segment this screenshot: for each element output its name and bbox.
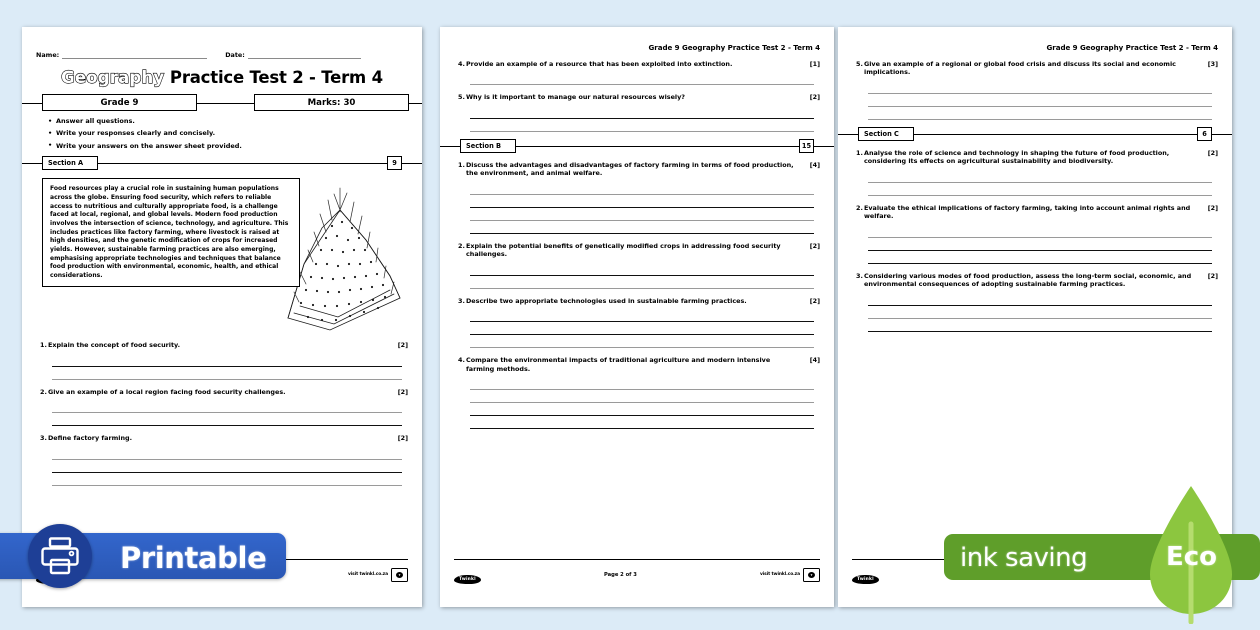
- running-head: Grade 9 Geography Practice Test 2 - Term 4: [1046, 43, 1218, 52]
- answer-lines[interactable]: [852, 81, 1218, 120]
- name-label: Name:: [36, 51, 60, 59]
- running-head: Grade 9 Geography Practice Test 2 - Term 4: [648, 43, 820, 52]
- question-text: Describe two appropriate technologies used in sustainable farming practices.: [466, 296, 747, 305]
- question-marks: [2]: [809, 296, 820, 305]
- answer-line[interactable]: [470, 208, 814, 221]
- question-number: 1.: [40, 341, 47, 350]
- answer-lines[interactable]: [852, 170, 1218, 196]
- answer-line[interactable]: [470, 221, 814, 234]
- answer-line[interactable]: [470, 195, 814, 208]
- section-b-header: [454, 139, 820, 153]
- question-marks: [2]: [1207, 271, 1218, 280]
- section-c-marks: 6: [1197, 127, 1212, 141]
- printable-label: Printable: [120, 541, 267, 575]
- question-item: [454, 297, 820, 348]
- question-number: 2.: [40, 387, 47, 396]
- reading-passage: Food resources play a crucial role in sustaining human populations across the globe. Ensuring food security, which refers to reliable access to nutritious and culturally appropriate food, is a challenge faced at local, regional, and global levels. Modern food production involves the intersection of science, technology, and agriculture. This includes practices like factory farming, where livestock is raised at high densities, and the genetic modification of crops for increased yields. However, sustainable farming practices are also emerging, emphasising appropriate technologies and techniques that balance food production with environmental, economic, health, and ethical considerations.: [42, 178, 300, 287]
- question-text: Discuss the advantages and disadvantages of factory farming in terms of food production, the environment, and animal welfare.: [466, 160, 794, 178]
- answer-line[interactable]: [52, 354, 402, 367]
- answer-lines[interactable]: [454, 72, 820, 85]
- answer-line[interactable]: [470, 390, 814, 403]
- answer-lines[interactable]: [454, 182, 820, 234]
- instruction-item: • Write your responses clearly and concisely.: [56, 130, 408, 137]
- name-field[interactable]: [36, 51, 207, 59]
- answer-line[interactable]: [470, 416, 814, 429]
- question-number: 1.: [856, 148, 863, 157]
- name-date-row: [36, 27, 408, 59]
- section-c-label: Section C: [858, 127, 914, 141]
- worksheet-page-2: [440, 27, 834, 607]
- question-marks: [2]: [397, 434, 408, 443]
- question-marks: [2]: [1207, 148, 1218, 157]
- question-text: Explain the concept of food security.: [48, 341, 181, 350]
- question-text: Why is it important to manage our natural resources wisely?: [466, 93, 685, 102]
- question-text: Evaluate the ethical implications of factory farming, taking into account animal rights and welfare.: [864, 203, 1191, 221]
- section-a-label: Section A: [42, 156, 98, 170]
- twinkl-logo: Twinkl: [852, 565, 879, 585]
- question-item: [36, 434, 408, 485]
- title-rest: Practice Test 2 - Term 4: [169, 68, 383, 87]
- question-item: [36, 341, 408, 379]
- answer-lines[interactable]: [36, 447, 408, 486]
- answer-line[interactable]: [52, 460, 402, 473]
- answer-line[interactable]: [868, 170, 1212, 183]
- question-text: Compare the environmental impacts of traditional agriculture and modern intensive farming methods.: [466, 356, 771, 373]
- section-c-header: [852, 127, 1218, 141]
- question-marks: [2]: [809, 93, 820, 102]
- date-field[interactable]: [225, 51, 361, 59]
- question-item: [852, 204, 1218, 264]
- question-marks: [4]: [809, 160, 820, 169]
- question-marks: [1]: [809, 60, 820, 68]
- answer-line[interactable]: [868, 107, 1212, 120]
- question-marks: [3]: [1207, 60, 1218, 68]
- section-b-label: Section B: [460, 139, 516, 153]
- answer-line[interactable]: [868, 319, 1212, 332]
- date-rule: [248, 52, 361, 59]
- answer-line[interactable]: [868, 306, 1212, 319]
- question-number: 5.: [856, 60, 863, 68]
- answer-line[interactable]: [868, 225, 1212, 238]
- date-label: Date:: [225, 51, 245, 59]
- answer-line[interactable]: [52, 473, 402, 486]
- marks-chip: Marks: 30: [254, 94, 409, 111]
- question-item: [852, 272, 1218, 332]
- footer-visit: [348, 568, 408, 582]
- answer-line[interactable]: [868, 183, 1212, 196]
- page-number: Page 2 of 3: [603, 571, 637, 578]
- instructions-list: [36, 118, 408, 149]
- answer-line[interactable]: [52, 413, 402, 426]
- question-number: 1.: [458, 160, 465, 169]
- answer-line[interactable]: [52, 447, 402, 460]
- question-number: 3.: [458, 296, 465, 305]
- worksheet-page-1: [22, 27, 422, 607]
- footer-visit: [760, 568, 820, 582]
- question-text: Provide an example of a resource that has been exploited into extinction.: [466, 60, 733, 68]
- question-number: 2.: [458, 241, 465, 250]
- question-marks: [2]: [397, 341, 408, 350]
- passage-area: [36, 178, 408, 333]
- question-marks: [2]: [397, 387, 408, 396]
- visit-text: visit twinkl.co.za: [760, 572, 800, 577]
- answer-lines[interactable]: [852, 293, 1218, 332]
- answer-line[interactable]: [470, 322, 814, 335]
- answer-lines[interactable]: [454, 263, 820, 289]
- answer-lines[interactable]: [454, 106, 820, 132]
- answer-line[interactable]: [470, 377, 814, 390]
- section-a-marks: 9: [387, 156, 402, 170]
- question-number: 4.: [458, 356, 465, 365]
- answer-line[interactable]: [470, 263, 814, 276]
- question-text: Explain the potential benefits of genetically modified crops in addressing food security challenges.: [466, 241, 781, 259]
- question-text: Give an example of a regional or global food crisis and discuss its social and economic implications.: [864, 60, 1176, 77]
- answer-line[interactable]: [470, 276, 814, 289]
- question-item: [454, 93, 820, 131]
- answer-line[interactable]: [52, 367, 402, 380]
- eco-ink-saving-label: ink saving: [960, 543, 1088, 573]
- question-number: 4.: [458, 60, 465, 68]
- answer-line[interactable]: [470, 403, 814, 416]
- question-text: Analyse the role of science and technology in shaping the future of food production, considering its effects on agricultural sustainability and biodiversity.: [864, 148, 1170, 166]
- page-footer: [454, 559, 820, 585]
- question-number: 3.: [856, 271, 863, 280]
- twinkl-stamp-icon: T: [391, 568, 408, 582]
- question-text: Considering various modes of food production, assess the long-term social, economic, and environmental consequences of adopting sustainable farming practices.: [864, 271, 1192, 289]
- printable-badge[interactable]: [0, 524, 300, 588]
- question-item: [454, 60, 820, 85]
- title-bubble-word: Geography: [61, 68, 165, 87]
- question-item: [852, 60, 1218, 120]
- answer-line[interactable]: [470, 309, 814, 322]
- section-b-marks: 15: [799, 139, 814, 153]
- section-a-header: [36, 156, 408, 170]
- question-text: Define factory farming.: [48, 434, 132, 443]
- eco-badge[interactable]: [944, 482, 1260, 630]
- twinkl-logo: Twinkl: [454, 565, 481, 585]
- question-number: 5.: [458, 93, 465, 102]
- question-text: Give an example of a local region facing food security challenges.: [48, 387, 286, 396]
- answer-lines[interactable]: [454, 309, 820, 348]
- instruction-item: • Answer all questions.: [56, 118, 408, 125]
- answer-line[interactable]: [470, 119, 814, 132]
- answer-lines[interactable]: [852, 225, 1218, 264]
- answer-line[interactable]: [868, 238, 1212, 251]
- visit-text: visit twinkl.co.za: [348, 572, 388, 577]
- answer-line[interactable]: [868, 251, 1212, 264]
- printer-icon: [40, 536, 80, 576]
- question-marks: [2]: [1207, 203, 1218, 212]
- answer-line[interactable]: [868, 293, 1212, 306]
- answer-line[interactable]: [470, 182, 814, 195]
- answer-line[interactable]: [470, 72, 814, 85]
- answer-lines[interactable]: [36, 354, 408, 380]
- instruction-item: • Write your answers on the answer sheet provided.: [56, 143, 408, 150]
- answer-line[interactable]: [868, 94, 1212, 107]
- twinkl-stamp-icon: T: [803, 568, 820, 582]
- question-item: [852, 149, 1218, 196]
- question-item: [36, 388, 408, 426]
- question-item: [454, 242, 820, 289]
- name-rule: [62, 52, 207, 59]
- question-item: [454, 161, 820, 234]
- question-marks: [2]: [809, 241, 820, 250]
- answer-line[interactable]: [52, 400, 402, 413]
- page-title: [36, 68, 408, 87]
- question-item: [454, 356, 820, 429]
- answer-line[interactable]: [470, 106, 814, 119]
- eco-word-label: Eco: [1166, 542, 1218, 572]
- answer-lines[interactable]: [36, 400, 408, 426]
- answer-line[interactable]: [470, 335, 814, 348]
- question-number: 2.: [856, 203, 863, 212]
- question-number: 3.: [40, 434, 47, 443]
- grade-chip: Grade 9: [42, 94, 197, 111]
- answer-lines[interactable]: [454, 377, 820, 429]
- question-marks: [4]: [809, 356, 820, 365]
- grade-marks-band: [36, 94, 408, 111]
- answer-line[interactable]: [868, 81, 1212, 94]
